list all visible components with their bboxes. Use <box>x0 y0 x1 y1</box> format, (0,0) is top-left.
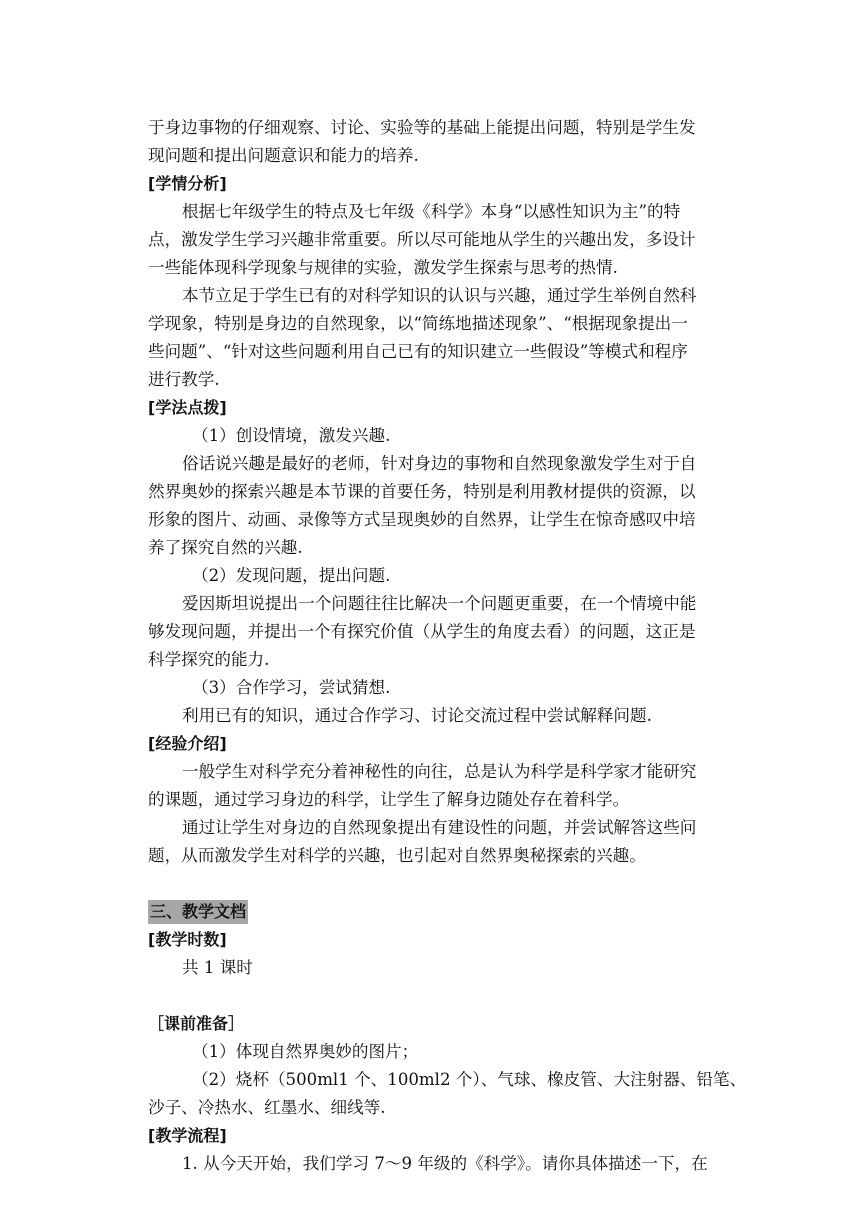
paragraph-line: 进行教学. <box>148 370 220 389</box>
list-item: （1）体现自然界奥妙的图片； <box>192 1042 419 1061</box>
paragraph-line: 爱因斯坦说提出一个问题往往比解决一个问题更重要，在一个情境中能 <box>182 594 697 613</box>
paragraph-line: 一些能体现科学现象与规律的实验，激发学生探索与思考的热情. <box>148 258 618 277</box>
paragraph-line: 科学探究的能力. <box>148 650 270 669</box>
paragraph-line: 形象的图片、动画、录像等方式呈现奥妙的自然界，让学生在惊奇感叹中培 <box>148 510 696 529</box>
section-heading-shishu: [教学时数] <box>148 930 227 949</box>
paragraph-line: 利用已有的知识，通过合作学习、讨论交流过程中尝试解释问题. <box>182 706 652 725</box>
blank-line <box>148 870 714 898</box>
paragraph-line: 然界奥妙的探索兴趣是本节课的首要任务，特别是利用教材提供的资源，以 <box>148 482 696 501</box>
section-heading-jingyan: [经验介绍] <box>148 734 227 753</box>
paragraph-line: 通过让学生对身边的自然现象提出有建设性的问题，并尝试解答这些问 <box>182 818 697 837</box>
paragraph-line: 现问题和提出问题意识和能力的培养. <box>148 146 419 165</box>
paragraph-line: 题，从而激发学生对科学的兴趣，也引起对自然界奥秘探索的兴趣。 <box>148 846 646 865</box>
document-body <box>148 114 747 1178</box>
paragraph-line: 些问题”、“针对这些问题利用自己已有的知识建立一些假设”等模式和程序 <box>148 342 688 361</box>
paragraph-line: 养了探究自然的兴趣. <box>148 538 303 557</box>
paragraph-line: 俗话说兴趣是最好的老师，针对身边的事物和自然现象激发学生对于自 <box>182 454 697 473</box>
paragraph-line: 点，激发学生学习兴趣非常重要。所以尽可能地从学生的兴趣出发，多设计 <box>148 230 696 249</box>
paragraph-line: 于身边事物的仔细观察、讨论、实验等的基础上能提出问题，特别是学生发 <box>148 118 696 137</box>
paragraph-line: 一般学生对科学充分着神秘性的向往，总是认为科学是科学家才能研究 <box>182 762 697 781</box>
paragraph-line: 够发现问题，并提出一个有探究价值（从学生的角度去看）的问题，这正是 <box>148 622 696 641</box>
section-heading-liucheng: [教学流程] <box>148 1126 227 1145</box>
section-heading-xueqing: [学情分析] <box>148 174 227 193</box>
section-heading-kqzb: ［课前准备］ <box>148 1014 245 1033</box>
blank-line <box>148 982 714 1010</box>
paragraph-line: 的课题，通过学习身边的科学，让学生了解身边随处存在着科学。 <box>148 790 630 809</box>
list-item: （1）创设情境，激发兴趣. <box>192 426 391 445</box>
paragraph-line: 根据七年级学生的特点及七年级《科学》本身“以感性知识为主”的特 <box>182 202 681 221</box>
paragraph-line: 学现象，特别是身边的自然现象，以“简练地描述现象”、“根据现象提出一 <box>148 314 688 333</box>
list-item: （2）发现问题，提出问题. <box>192 566 391 585</box>
list-item: （2）烧杯（500ml1 个、100ml2 个）、气球、橡皮管、大注射器、铅笔、 <box>192 1070 747 1089</box>
paragraph-line: 本节立足于学生已有的对科学知识的认识与兴趣，通过学生举例自然科 <box>182 286 697 305</box>
list-item: 1. 从今天开始，我们学习 7～9 年级的《科学》。请你具体描述一下，在 <box>182 1154 708 1173</box>
paragraph-line: 共 1 课时 <box>182 958 253 977</box>
highlighted-section-title: 三、教学文档 <box>148 900 248 924</box>
section-title-teaching-docs <box>148 898 714 926</box>
list-item: （3）合作学习，尝试猜想. <box>192 678 391 697</box>
section-heading-xuefa: [学法点拨] <box>148 398 227 417</box>
paragraph-line: 沙子、冷热水、红墨水、细线等. <box>148 1098 386 1117</box>
